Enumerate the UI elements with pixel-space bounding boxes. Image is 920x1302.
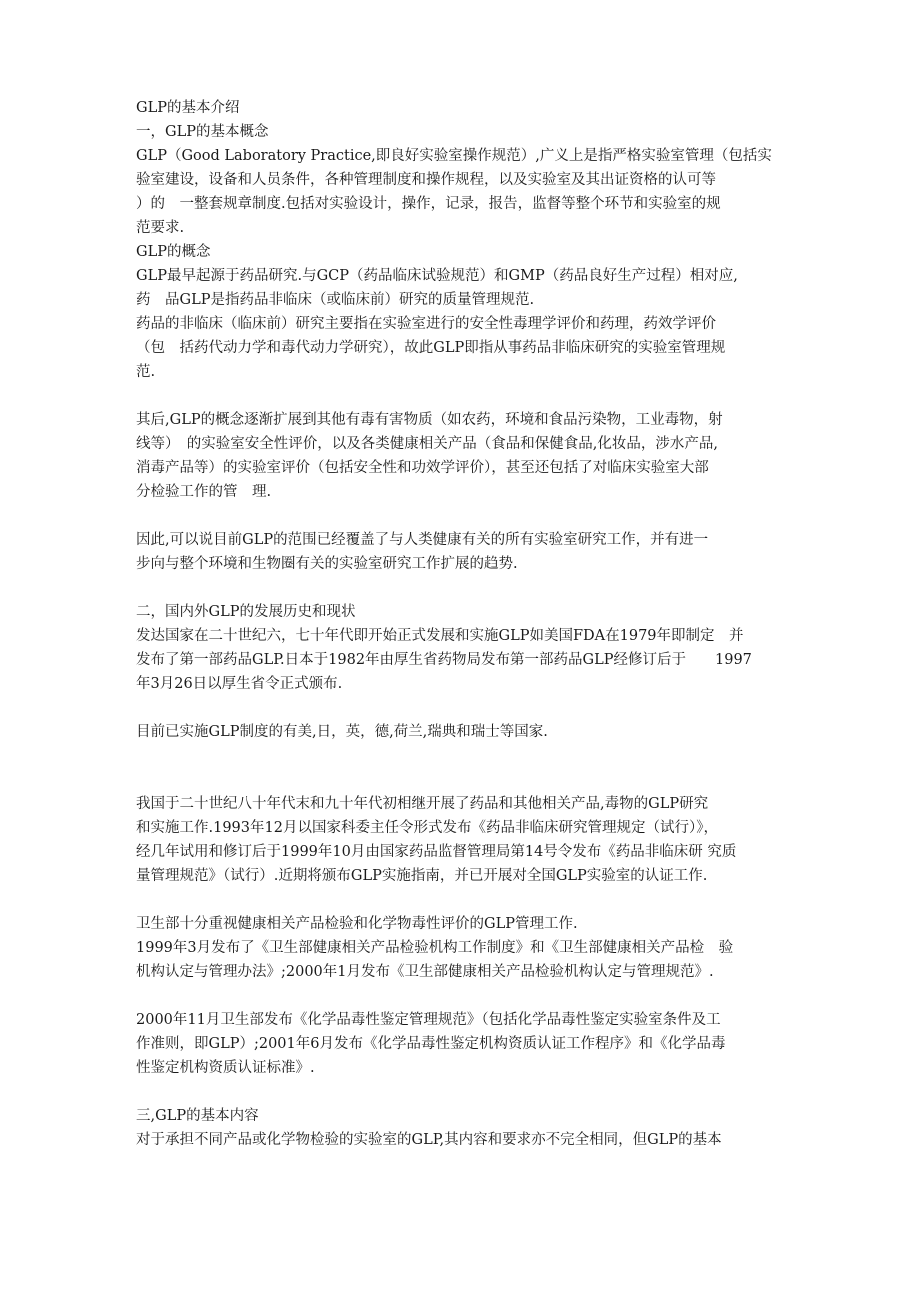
paragraph-glp-expansion <box>136 408 796 504</box>
text-line: 发达国家在二十世纪六，七十年代即开始正式发展和实施GLP如美国FDA在1979年即制定 并 <box>136 628 744 644</box>
paragraph-spacer <box>136 1080 796 1104</box>
section3-heading: 三,GLP的基本内容 <box>136 1108 259 1124</box>
text-line: 药 品GLP是指药品非临床（或临床前）研究的质量管理规范. <box>136 292 535 308</box>
text-line: 2000年11月卫生部发布《化学品毒性鉴定管理规范》（包括化学品毒性鉴定实验室条件及工 <box>136 1012 721 1028</box>
paragraph-china-glp <box>136 792 796 888</box>
text-line: 线等） 的实验室安全性评价，以及各类健康相关产品（食品和保健食品,化妆品，涉水产品, <box>136 436 718 452</box>
section2-heading: 二，国内外GLP的发展历史和现状 <box>136 604 356 620</box>
document-page <box>136 96 796 1152</box>
paragraph-spacer <box>136 888 796 912</box>
text-line: 作准则，即GLP）;2001年6月发布《化学品毒性鉴定机构资质认证工作程序》和《化学品毒 <box>136 1036 726 1052</box>
text-line: 卫生部十分重视健康相关产品检验和化学物毒性评价的GLP管理工作. <box>136 916 578 932</box>
concept-heading: GLP的概念 <box>136 244 211 260</box>
paragraph-spacer <box>136 384 796 408</box>
text-line: 药品的非临床（临床前）研究主要指在实验室进行的安全性毒理学评价和药理，药效学评价 <box>136 316 716 332</box>
text-line: 经几年试用和修订后于1999年10月由国家药品监督管理局第14号令发布《药品非临床研 究质 <box>136 844 737 860</box>
text-line: 范要求. <box>136 220 185 236</box>
paragraph-spacer <box>136 696 796 720</box>
text-line: 分检验工作的管 理. <box>136 484 272 500</box>
text-line: 发布了第一部药品GLP.日本于1982年由厚生省药物局发布第一部药品GLP经修订后于 1997 <box>136 652 752 668</box>
text-line: 验室建设，设备和人员条件，各种管理制度和操作规程，以及实验室及其出证资格的认可等 <box>136 172 716 188</box>
paragraph-health-ministry <box>136 912 796 984</box>
text-line: 因此,可以说目前GLP的范围已经覆盖了与人类健康有关的所有实验室研究工作，并有进一 <box>136 532 709 548</box>
text-line: 范. <box>136 364 156 380</box>
paragraph-glp-scope <box>136 528 796 576</box>
paragraph-spacer <box>136 576 796 600</box>
text-line: 对于承担不同产品或化学物检验的实验室的GLP,其内容和要求亦不完全相同，但GLP的基本 <box>136 1132 722 1148</box>
paragraph-glp-definition <box>136 144 796 240</box>
paragraph-developed-countries <box>136 624 796 696</box>
text-line: ）的 一整套规章制度.包括对实验设计，操作，记录，报告，监督等整个环节和实验室的规 <box>136 196 721 212</box>
text-line: 和实施工作.1993年12月以国家科委主任令形式发布《药品非临床研究管理规定（试行）》， <box>136 820 718 836</box>
paragraph-spacer <box>136 504 796 528</box>
section1-heading: 一，GLP的基本概念 <box>136 124 269 140</box>
text-line: 1999年3月发布了《卫生部健康相关产品检验机构工作制度》和《卫生部健康相关产品检 验 <box>136 940 734 956</box>
paragraph-spacer <box>136 984 796 1008</box>
paragraph-glp-origin <box>136 264 796 312</box>
text-line: 其后,GLP的概念逐渐扩展到其他有毒有害物质（如农药，环境和食品污染物，工业毒物，射 <box>136 412 723 428</box>
text-line: 量管理规范》（试行）.近期将颁布GLP实施指南，并已开展对全国GLP实验室的认证工作. <box>136 868 708 884</box>
paragraph-nonclinical <box>136 312 796 384</box>
text-line: 消毒产品等）的实验室评价（包括安全性和功效学评价），甚至还包括了对临床实验室大部 <box>136 460 709 476</box>
text-line: 性鉴定机构资质认证标准》. <box>136 1060 315 1076</box>
text-line: GLP（Good Laboratory Practice,即良好实验室操作规范）,广义上是指严格实验室管理（包括实 <box>136 148 772 164</box>
text-line: 我国于二十世纪八十年代末和九十年代初相继开展了药品和其他相关产品,毒物的GLP研究 <box>136 796 709 812</box>
paragraph-spacer <box>136 744 796 792</box>
paragraph-countries: 目前已实施GLP制度的有美,日，英，德,荷兰,瑞典和瑞士等国家. <box>136 724 548 740</box>
document-title: GLP的基本介绍 <box>136 100 240 116</box>
paragraph-basic-content <box>136 1128 796 1152</box>
text-line: 步向与整个环境和生物圈有关的实验室研究工作扩展的趋势. <box>136 556 518 572</box>
text-line: 机构认定与管理办法》;2000年1月发布《卫生部健康相关产品检验机构认定与管理规范》. <box>136 964 714 980</box>
text-line: GLP最早起源于药品研究.与GCP（药品临床试验规范）和GMP（药品良好生产过程）相对应, <box>136 268 738 284</box>
paragraph-chemical-toxicity <box>136 1008 796 1080</box>
text-line: （包 括药代动力学和毒代动力学研究），故此GLP即指从事药品非临床研究的实验室管理规 <box>136 340 726 356</box>
text-line: 年3月26日以厚生省令正式颁布. <box>136 676 343 692</box>
